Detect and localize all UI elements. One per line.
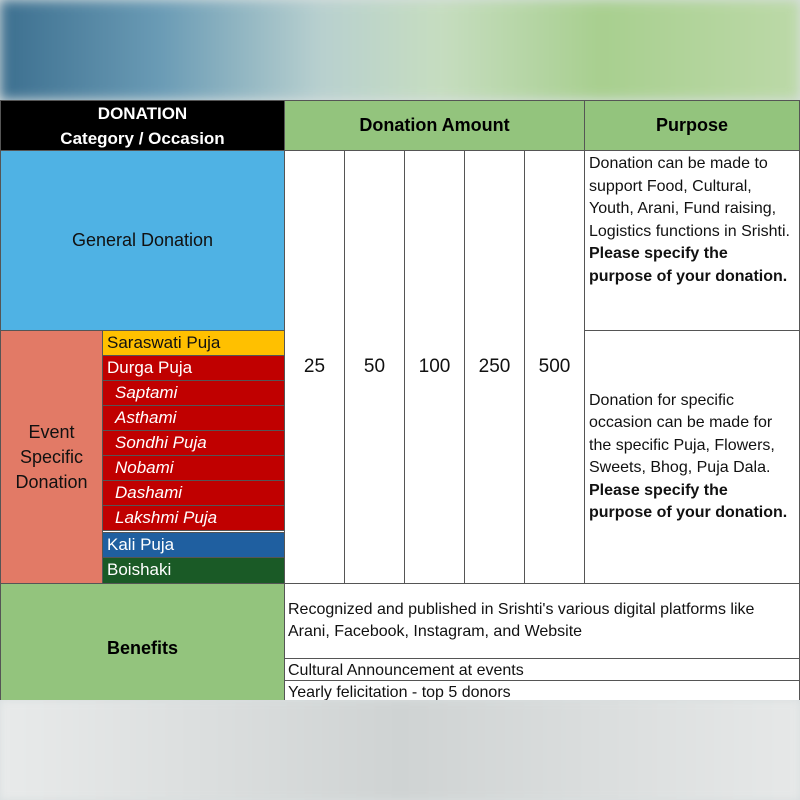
header-purpose: Purpose: [584, 100, 800, 151]
amount-50: 50: [344, 150, 405, 584]
benefit-felicitation: Yearly felicitation - top 5 donors: [288, 684, 511, 700]
header-category: [0, 100, 285, 151]
benefit-item: [284, 680, 800, 700]
event-purpose-cell: [584, 330, 800, 584]
benefit-recognition: Recognized and published in Srishti's various digital platforms like Arani, Facebook, Instagram, and Website: [288, 601, 755, 640]
header-category-line1: DONATION: [97, 103, 188, 123]
occasion-kali-puja: Kali Puja: [102, 532, 285, 558]
occasion-sondhi-puja: Sondhi Puja: [102, 430, 285, 456]
blurred-background-bottom: [0, 700, 800, 800]
amount-100: 100: [404, 150, 465, 584]
blurred-background-top: [0, 0, 800, 100]
event-label-line3: Donation: [15, 471, 88, 492]
amount-500: 500: [524, 150, 585, 584]
event-label-line1: Event: [28, 421, 75, 442]
occasion-asthami: Asthami: [102, 405, 285, 431]
header-amount: Donation Amount: [284, 100, 585, 151]
general-purpose-cell: [584, 150, 800, 331]
benefit-item: [284, 658, 800, 681]
benefits-label: Benefits: [106, 637, 178, 658]
general-purpose-text: Donation can be made to support Food, Cultural, Youth, Arani, Fund raising, Logistics functions in Srishti.: [589, 155, 790, 240]
occasion-lakshmi-puja: Lakshmi Puja: [102, 505, 285, 531]
event-purpose-text: Donation for specific occasion can be made for the specific Puja, Flowers, Sweets, Bhog, Puja Dala.: [589, 391, 775, 476]
general-purpose-note: Please specify the purpose of your donation.: [589, 245, 788, 285]
event-donation-cell: [0, 330, 103, 584]
donation-table: [0, 100, 800, 700]
amount-250: 250: [464, 150, 525, 584]
occasion-saptami: Saptami: [102, 380, 285, 406]
occasion-dashami: Dashami: [102, 480, 285, 506]
occasion-boishaki: Boishaki: [102, 557, 285, 584]
benefit-announcement: Cultural Announcement at events: [288, 662, 524, 679]
amount-25: 25: [284, 150, 345, 584]
occasion-durga-puja: Durga Puja: [102, 355, 285, 381]
benefits-label-cell: [0, 583, 285, 700]
header-category-line2: Category / Occasion: [60, 128, 225, 148]
event-purpose-note: Please specify the purpose of your donation.: [589, 481, 788, 521]
general-donation-cell: [0, 150, 285, 331]
event-label-line2: Specific: [19, 446, 84, 467]
occasion-saraswati-puja: Saraswati Puja: [102, 330, 285, 356]
benefit-item: [284, 583, 800, 659]
general-donation-label: General Donation: [71, 230, 214, 250]
occasion-nobami: Nobami: [102, 455, 285, 481]
